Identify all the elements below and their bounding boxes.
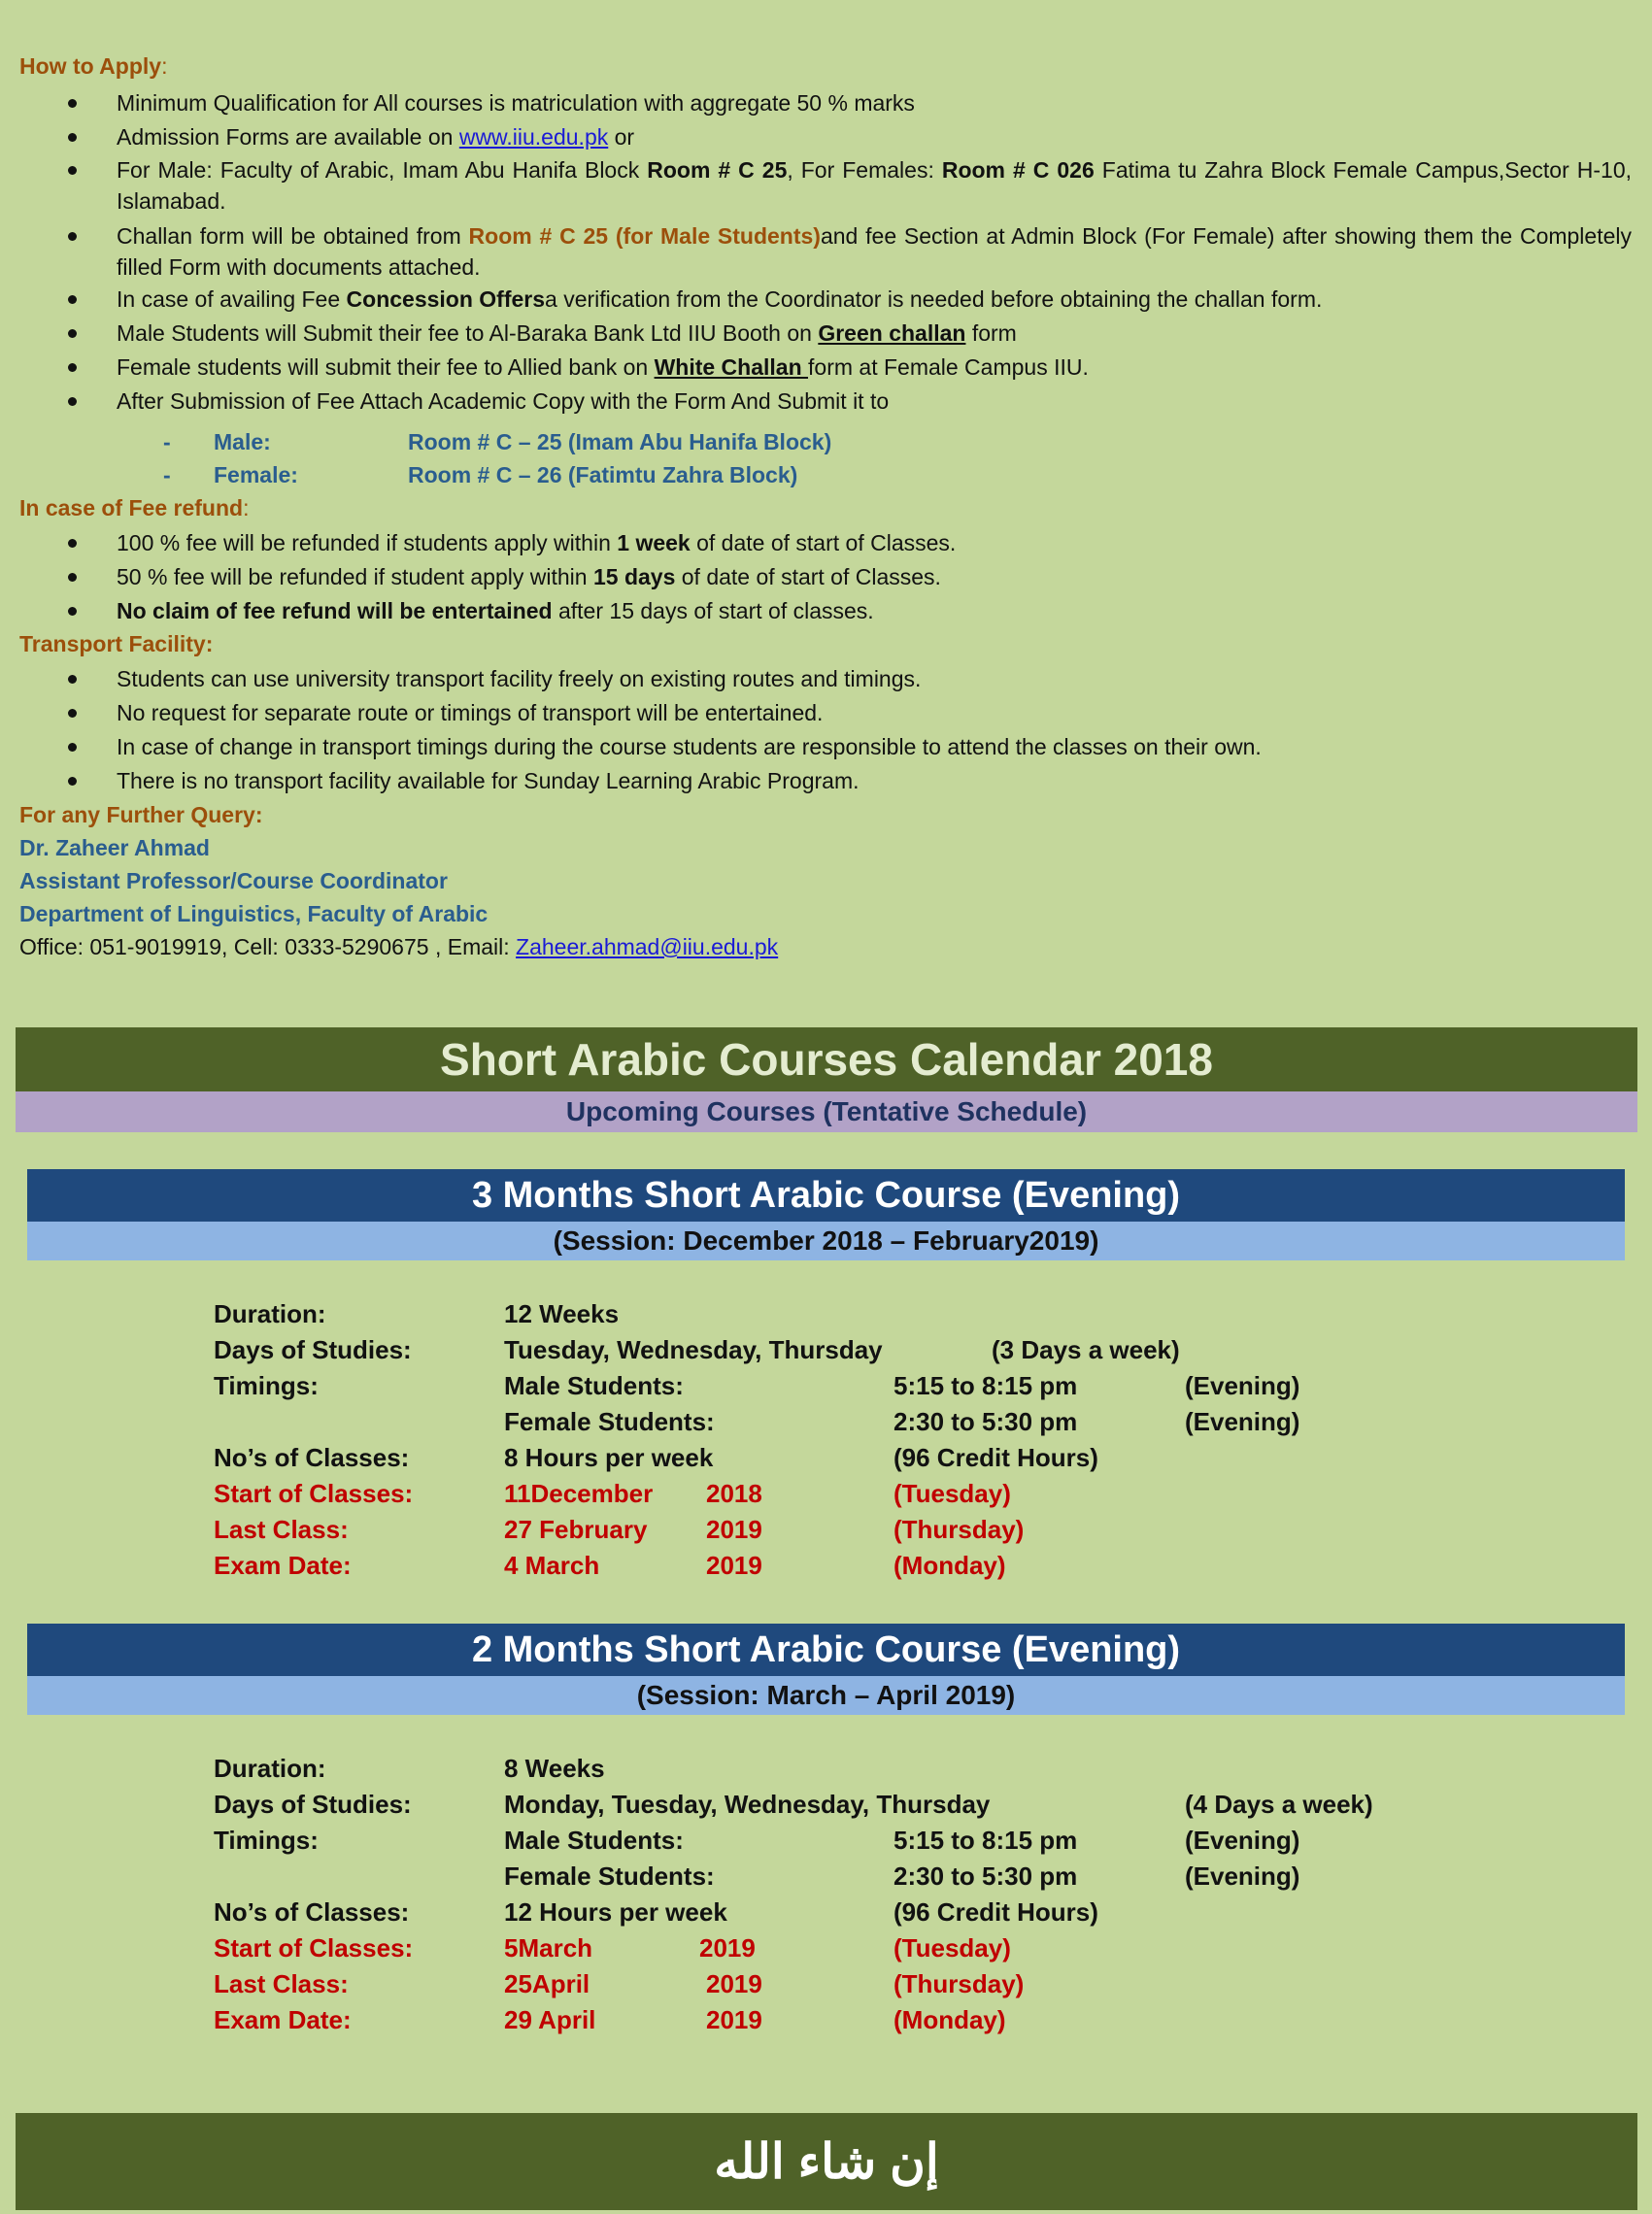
detail-note: (4 Days a week) — [1185, 1790, 1373, 1819]
course1-session: (Session: December 2018 – February2019) — [27, 1222, 1625, 1260]
calendar-subtitle: Upcoming Courses (Tentative Schedule) — [16, 1091, 1637, 1132]
list-item: No request for separate route or timings of transport will be entertained. — [19, 696, 1632, 730]
transport-heading: Transport Facility: — [19, 631, 214, 656]
list-item: No claim of fee refund will be entertained after 15 days of start of classes. — [19, 594, 1632, 628]
query-heading: For any Further Query: — [19, 802, 263, 827]
course1-title: 3 Months Short Arabic Course (Evening) — [27, 1169, 1625, 1222]
how-to-apply-heading: How to Apply: — [19, 53, 168, 79]
detail-value: 2019 — [706, 1515, 762, 1544]
apply-list — [19, 86, 1632, 419]
detail-note: (96 Credit Hours) — [893, 1897, 1098, 1927]
list-item: Female students will submit their fee to Allied bank on White Challan form at Female Campus IIU. — [19, 351, 1632, 385]
list-item: Male Students will Submit their fee to Al-Baraka Bank Ltd IIU Booth on Green challan form — [19, 317, 1632, 351]
detail-value: Male Students: — [504, 1826, 684, 1855]
detail-note: (Tuesday) — [893, 1933, 1011, 1962]
detail-value: 2019 — [706, 1551, 762, 1580]
footer-banner: إن شاء الله — [16, 2113, 1637, 2210]
detail-value: Female Students: — [504, 1862, 715, 1891]
list-item: Students can use university transport facility freely on existing routes and timings. — [19, 662, 1632, 696]
detail-note: (Monday) — [893, 2005, 1006, 2034]
detail-label: Duration: — [214, 1299, 326, 1328]
detail-label: Last Class: — [214, 1969, 349, 1998]
detail-value: 2019 — [699, 1933, 756, 1962]
list-item: In case of availing Fee Concession Offersa verification from the Coordinator is needed before obtaining the challan form. — [19, 283, 1632, 317]
list-item: After Submission of Fee Attach Academic Copy with the Form And Submit it to — [19, 385, 1632, 419]
detail-value: 8 Weeks — [504, 1754, 605, 1783]
detail-label: No’s of Classes: — [214, 1897, 410, 1927]
detail-value: 27 February — [504, 1515, 648, 1544]
detail-value: 8 Hours per week — [504, 1443, 714, 1472]
detail-value: 25April — [504, 1969, 590, 1998]
detail-note: (Tuesday) — [893, 1479, 1011, 1508]
refund-list — [19, 526, 1632, 628]
detail-note: (Monday) — [893, 1551, 1006, 1580]
detail-note: (Evening) — [1185, 1407, 1300, 1436]
contact-department: Department of Linguistics, Faculty of Arabic — [19, 901, 489, 926]
detail-label: Start of Classes: — [214, 1933, 414, 1962]
detail-label: No’s of Classes: — [214, 1443, 410, 1472]
detail-note: (Evening) — [1185, 1371, 1300, 1400]
detail-value: 2019 — [706, 2005, 762, 2034]
list-item: Minimum Qualification for All courses is matriculation with aggregate 50 % marks — [19, 86, 1632, 120]
detail-value: Female Students: — [504, 1407, 715, 1436]
detail-value: Tuesday, Wednesday, Thursday — [504, 1335, 883, 1364]
detail-label: Days of Studies: — [214, 1790, 412, 1819]
detail-value: 2:30 to 5:30 pm — [893, 1862, 1078, 1891]
detail-note: (Thursday) — [893, 1969, 1025, 1998]
detail-value: Male Students: — [504, 1371, 684, 1400]
detail-value: 2:30 to 5:30 pm — [893, 1407, 1078, 1436]
calendar-title: Short Arabic Courses Calendar 2018 — [16, 1027, 1637, 1091]
list-item: Challan form will be obtained from Room # C 25 (for Male Students)and fee Section at Admin Block (For Female) after showing them the Completely filled Form with documents attached. — [19, 220, 1632, 283]
detail-value: 2019 — [706, 1969, 762, 1998]
detail-note: (3 Days a week) — [992, 1335, 1180, 1364]
detail-label: Timings: — [214, 1826, 319, 1855]
detail-value: 11December — [504, 1479, 654, 1508]
detail-value: 12 Hours per week — [504, 1897, 727, 1927]
detail-value: 4 March — [504, 1551, 600, 1580]
detail-value: 5:15 to 8:15 pm — [893, 1371, 1078, 1400]
detail-value: Monday, Tuesday, Wednesday, Thursday — [504, 1790, 991, 1819]
detail-value: 5:15 to 8:15 pm — [893, 1826, 1078, 1855]
list-item: Admission Forms are available on www.iiu.edu.pk or — [19, 120, 1632, 154]
detail-label: Last Class: — [214, 1515, 349, 1544]
refund-heading: In case of Fee refund: — [19, 495, 250, 520]
detail-label: Days of Studies: — [214, 1335, 412, 1364]
course2-title: 2 Months Short Arabic Course (Evening) — [27, 1624, 1625, 1676]
list-item: 50 % fee will be refunded if student apply within 15 days of date of start of Classes. — [19, 560, 1632, 594]
list-item: In case of change in transport timings during the course students are responsible to attend the classes on their own. — [19, 730, 1632, 764]
detail-note: (Thursday) — [893, 1515, 1025, 1544]
detail-value: 29 April — [504, 2005, 596, 2034]
detail-label: Exam Date: — [214, 1551, 352, 1580]
detail-label: Timings: — [214, 1371, 319, 1400]
detail-note: (Evening) — [1185, 1862, 1300, 1891]
detail-value: 12 Weeks — [504, 1299, 620, 1328]
detail-label: Exam Date: — [214, 2005, 352, 2034]
website-link[interactable]: www.iiu.edu.pk — [458, 124, 609, 150]
contact-title: Assistant Professor/Course Coordinator — [19, 868, 448, 893]
contact-name: Dr. Zaheer Ahmad — [19, 835, 210, 860]
detail-note: (96 Credit Hours) — [893, 1443, 1098, 1472]
course2-session: (Session: March – April 2019) — [27, 1676, 1625, 1715]
transport-list — [19, 662, 1632, 798]
list-item: For Male: Faculty of Arabic, Imam Abu Hanifa Block Room # C 25, For Females: Room # C 026 Fatima tu Zahra Block Female Campus,Sector H-10, Islamabad. — [19, 154, 1632, 217]
detail-value: 5March — [504, 1933, 593, 1962]
list-item: 100 % fee will be refunded if students apply within 1 week of date of start of Classes. — [19, 526, 1632, 560]
detail-value: 2018 — [706, 1479, 762, 1508]
detail-label: Start of Classes: — [214, 1479, 414, 1508]
list-item: There is no transport facility available for Sunday Learning Arabic Program. — [19, 764, 1632, 798]
email-link[interactable]: Zaheer.ahmad@iiu.edu.pk — [516, 934, 779, 959]
detail-label: Duration: — [214, 1754, 326, 1783]
detail-note: (Evening) — [1185, 1826, 1300, 1855]
contact-line: Office: 051-9019919, Cell: 0333-5290675 , Email: Zaheer.ahmad@iiu.edu.pk — [19, 934, 779, 959]
